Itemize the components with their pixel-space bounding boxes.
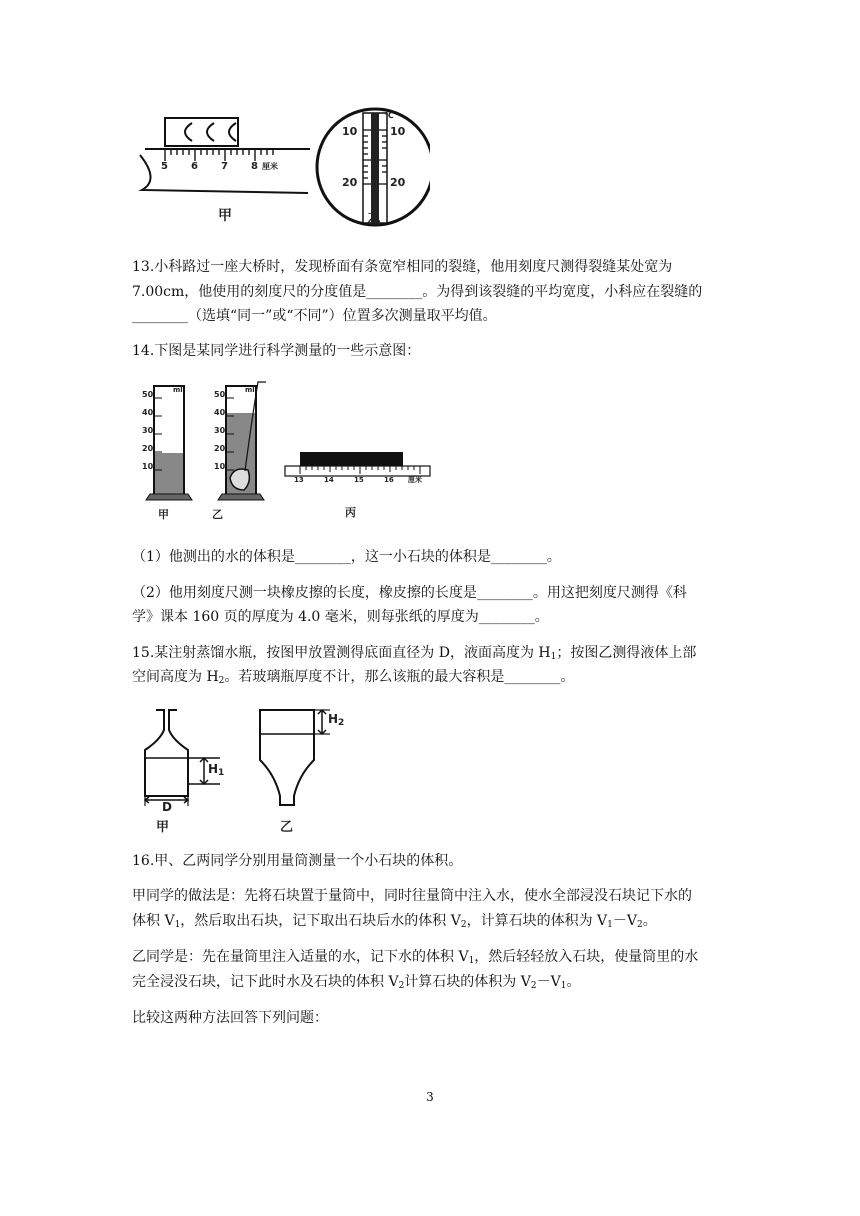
fig14-label-yi: 乙	[212, 508, 223, 521]
cyl-jia-30: 30	[142, 426, 154, 435]
thermo-number-left-top: 10	[342, 125, 358, 138]
q16-yi-l2d: 。	[566, 974, 581, 990]
ruler2-tick-14: 14	[324, 476, 334, 484]
h1-letter: H	[208, 762, 219, 776]
q16-yi-l2s3: 1	[560, 981, 567, 991]
q16-compare: 比较这两种方法回答下列问题：	[132, 1010, 328, 1026]
q16-yi-l2s2: 2	[530, 981, 537, 991]
q16-yi-l2b: 计算石块的体积为 V	[404, 974, 531, 990]
q14-sub1: （1）他测出的水的体积是________，这一小石块的体积是________。	[132, 549, 561, 565]
q16-jia-l2c: ，计算石块的体积为 V	[466, 913, 608, 929]
q13-line1: 13.小科路过一座大桥时，发现桥面有条宽窄相同的裂缝，他用刻度尺测得裂缝某处宽为	[132, 259, 673, 275]
q16-jia-l2a: 体积 V	[132, 913, 175, 929]
q14-intro: 14.下图是某同学进行科学测量的一些示意图：	[132, 343, 421, 359]
fig14-label-jia: 甲	[158, 508, 169, 521]
q15-line2	[132, 665, 732, 693]
ruler2-tick-13: 13	[294, 476, 304, 484]
bottle-jia-d-label: D	[162, 800, 172, 814]
thermo-number-left-bottom: 20	[342, 176, 358, 189]
q16-yi-line2	[132, 970, 732, 998]
q16-yi-l2a: 完全浸没石块，记下此时水及石块的体积 V	[132, 974, 399, 990]
cyl-yi-unit: ml	[245, 386, 255, 394]
ruler-thermometer-drawing	[130, 105, 430, 230]
figure-label-yi: 乙	[367, 212, 381, 228]
q14-sub2-line1: （2）他用刻度尺测一块橡皮擦的长度，橡皮擦的长度是________。用这把刻度尺测得《科	[132, 585, 687, 601]
thermo-number-right-bottom: 20	[390, 176, 406, 189]
cyl-jia-20: 20	[142, 444, 154, 453]
q16-jia-l2s2: 2	[460, 920, 467, 930]
cyl-yi-20: 20	[214, 444, 226, 453]
q16-yi-l1b: ，然后轻轻放入石块，使量筒里的水	[474, 949, 699, 965]
q15-line2-end: 。若玻璃瓶厚度不计，那么该瓶的最大容积是________。	[224, 669, 575, 685]
fig15-label-yi: 乙	[280, 820, 294, 835]
q16-jia-l2s1: 1	[174, 920, 181, 930]
q16-jia-l2s4: 2	[637, 920, 643, 930]
q16-intro: 16.甲、乙两同学分别用量筒测量一个小石块的体积。	[132, 853, 463, 869]
q16-yi-line1	[132, 945, 732, 973]
figure-ruler-thermometer	[130, 105, 430, 230]
q16-yi-l1s: 1	[468, 956, 475, 966]
fig15-label-jia: 甲	[156, 820, 170, 835]
q16-jia-l2s3: 1	[607, 920, 613, 930]
q13-line3: ________（选填“同一”或“不同”）位置多次测量取平均值。	[132, 308, 497, 324]
ruler2-unit: 厘米	[408, 476, 422, 484]
cyl-jia-40: 40	[142, 408, 154, 417]
h2-letter: H	[328, 712, 339, 726]
ruler2-tick-16: 16	[384, 476, 394, 484]
ruler-tick-8: 8	[251, 161, 258, 172]
q15-line2-sub: 2	[218, 676, 225, 686]
h2-sub: 2	[338, 718, 345, 728]
cyl-yi-40: 40	[214, 408, 226, 417]
h1-sub: 1	[218, 768, 225, 778]
q14-sub2-line2: 学》课本 160 页的厚度为 4.0 毫米，则每张纸的厚度为________。	[132, 609, 549, 625]
q16-yi-l2s1: 2	[398, 981, 405, 991]
figure-label-jia: 甲	[218, 208, 232, 224]
q15-line1-text: 15.某注射蒸馏水瓶，按图甲放置测得底面直径为 D，液面高度为 H	[132, 645, 551, 661]
cyl-yi-10: 10	[214, 462, 226, 471]
ruler-tick-6: 6	[191, 161, 198, 172]
q16-jia-line2	[132, 909, 732, 937]
q13-line2: 7.00cm，他使用的刻度尺的分度值是________。为得到该裂缝的平均宽度，小科应在裂缝的	[132, 284, 703, 300]
page-number: 3	[426, 1090, 434, 1104]
cylinders-ruler-drawing	[140, 378, 440, 523]
cyl-yi-30: 30	[214, 426, 226, 435]
q16-jia-l2d: －V	[612, 913, 638, 929]
cyl-jia-unit: ml	[173, 386, 183, 394]
ruler-tick-7: 7	[221, 161, 228, 172]
q15-line2-start: 空间高度为 H	[132, 669, 219, 685]
cyl-yi-50: 50	[214, 390, 226, 399]
cyl-jia-50: 50	[142, 390, 154, 399]
ruler-tick-5: 5	[161, 161, 168, 172]
q16-jia-l2e: 。	[642, 913, 657, 929]
q15-line1-sub: 1	[550, 652, 557, 662]
figure-cylinders-ruler	[140, 378, 440, 523]
bottle-yi-h2-label	[328, 712, 344, 728]
ruler2-tick-15: 15	[354, 476, 364, 484]
thermo-unit: ℃	[384, 111, 394, 120]
cyl-jia-10: 10	[142, 462, 154, 471]
q16-yi-l1a: 乙同学是：先在量筒里注入适量的水，记下水的体积 V	[132, 949, 469, 965]
q16-jia-line1: 甲同学的做法是：先将石块置于量筒中，同时往量筒中注入水，使水全部浸没石块记下水的	[132, 888, 692, 904]
q16-jia-l2b: ，然后取出石块，记下取出石块后水的体积 V	[180, 913, 461, 929]
thermo-number-right-top: 10	[390, 125, 406, 138]
bottle-jia-h1-label	[208, 762, 224, 778]
q16-yi-l2c: －V	[536, 974, 561, 990]
figure-bottles	[130, 700, 370, 840]
ruler-unit: 厘米	[262, 162, 278, 171]
q15-line1-end: ；按图乙测得液体上部	[556, 645, 697, 661]
fig14-label-bing: 丙	[345, 506, 356, 519]
